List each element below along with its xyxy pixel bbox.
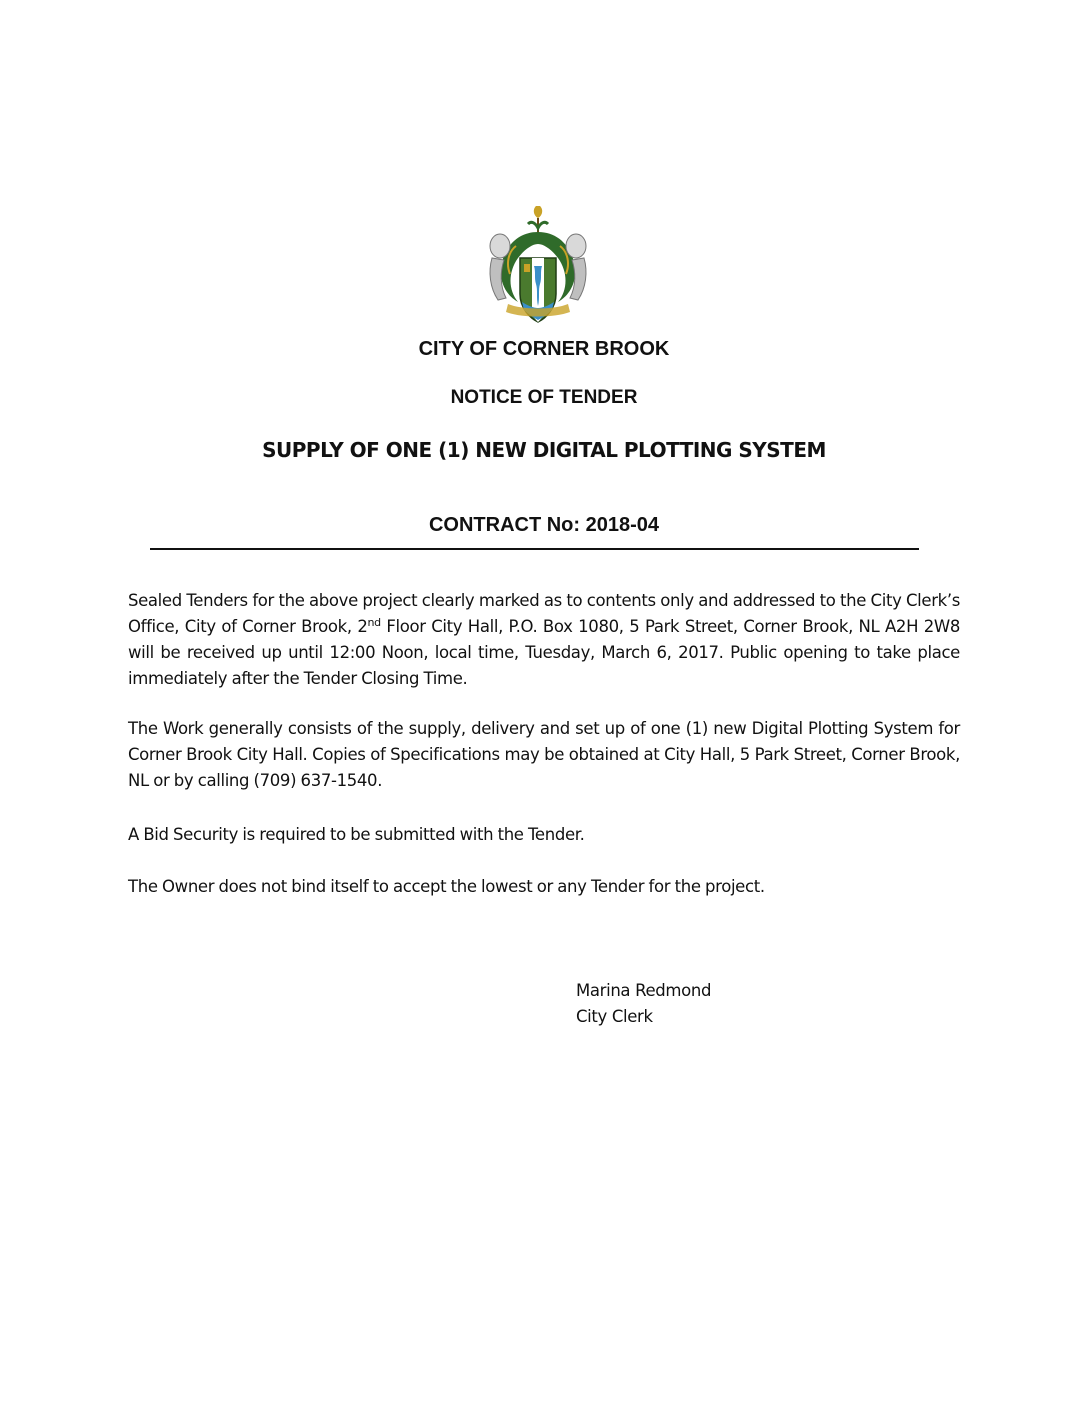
city-name-heading: CITY OF CORNER BROOK — [418, 338, 670, 360]
city-coat-of-arms-logo — [478, 202, 598, 328]
signatory-name: Marina Redmond — [576, 981, 712, 1000]
heading-divider — [150, 548, 919, 550]
scope-of-work-paragraph: The Work generally consists of the supply, delivery and set up of one (1) new Digital Plotting System for Corner Brook City Hall. Copies of Specifications may be obtained at City Hall, 5 Park Street, Corner Brook, NL or by calling (709) 637-1540. — [128, 719, 960, 790]
signatory-title: City Clerk — [576, 1007, 653, 1026]
notice-of-tender-heading: NOTICE OF TENDER — [450, 387, 638, 408]
submission-text-part1: Sealed Tenders for the above project clearly marked as to contents only and addressed to the City Clerk’s Office, City of Corner Brook, 2 — [128, 591, 960, 636]
submission-text-part2: Floor City Hall, P.O. Box 1080, 5 Park Street, Corner Brook, NL A2H 2W8 will be received up until 12:00 Noon, local time, Tuesday, March 6, 2017. Public opening to take place immediately after the Tender Closing Time. — [128, 617, 960, 688]
tender-subject-heading: SUPPLY OF ONE (1) NEW DIGITAL PLOTTING SYSTEM — [262, 438, 826, 462]
bid-security-paragraph: A Bid Security is required to be submitted with the Tender. — [128, 825, 585, 844]
ordinal-suffix: nd — [367, 616, 381, 629]
contract-number-heading: CONTRACT No: 2018-04 — [428, 514, 660, 536]
submission-paragraph — [128, 588, 960, 692]
owner-disclaimer-paragraph: The Owner does not bind itself to accept the lowest or any Tender for the project. — [128, 877, 765, 896]
